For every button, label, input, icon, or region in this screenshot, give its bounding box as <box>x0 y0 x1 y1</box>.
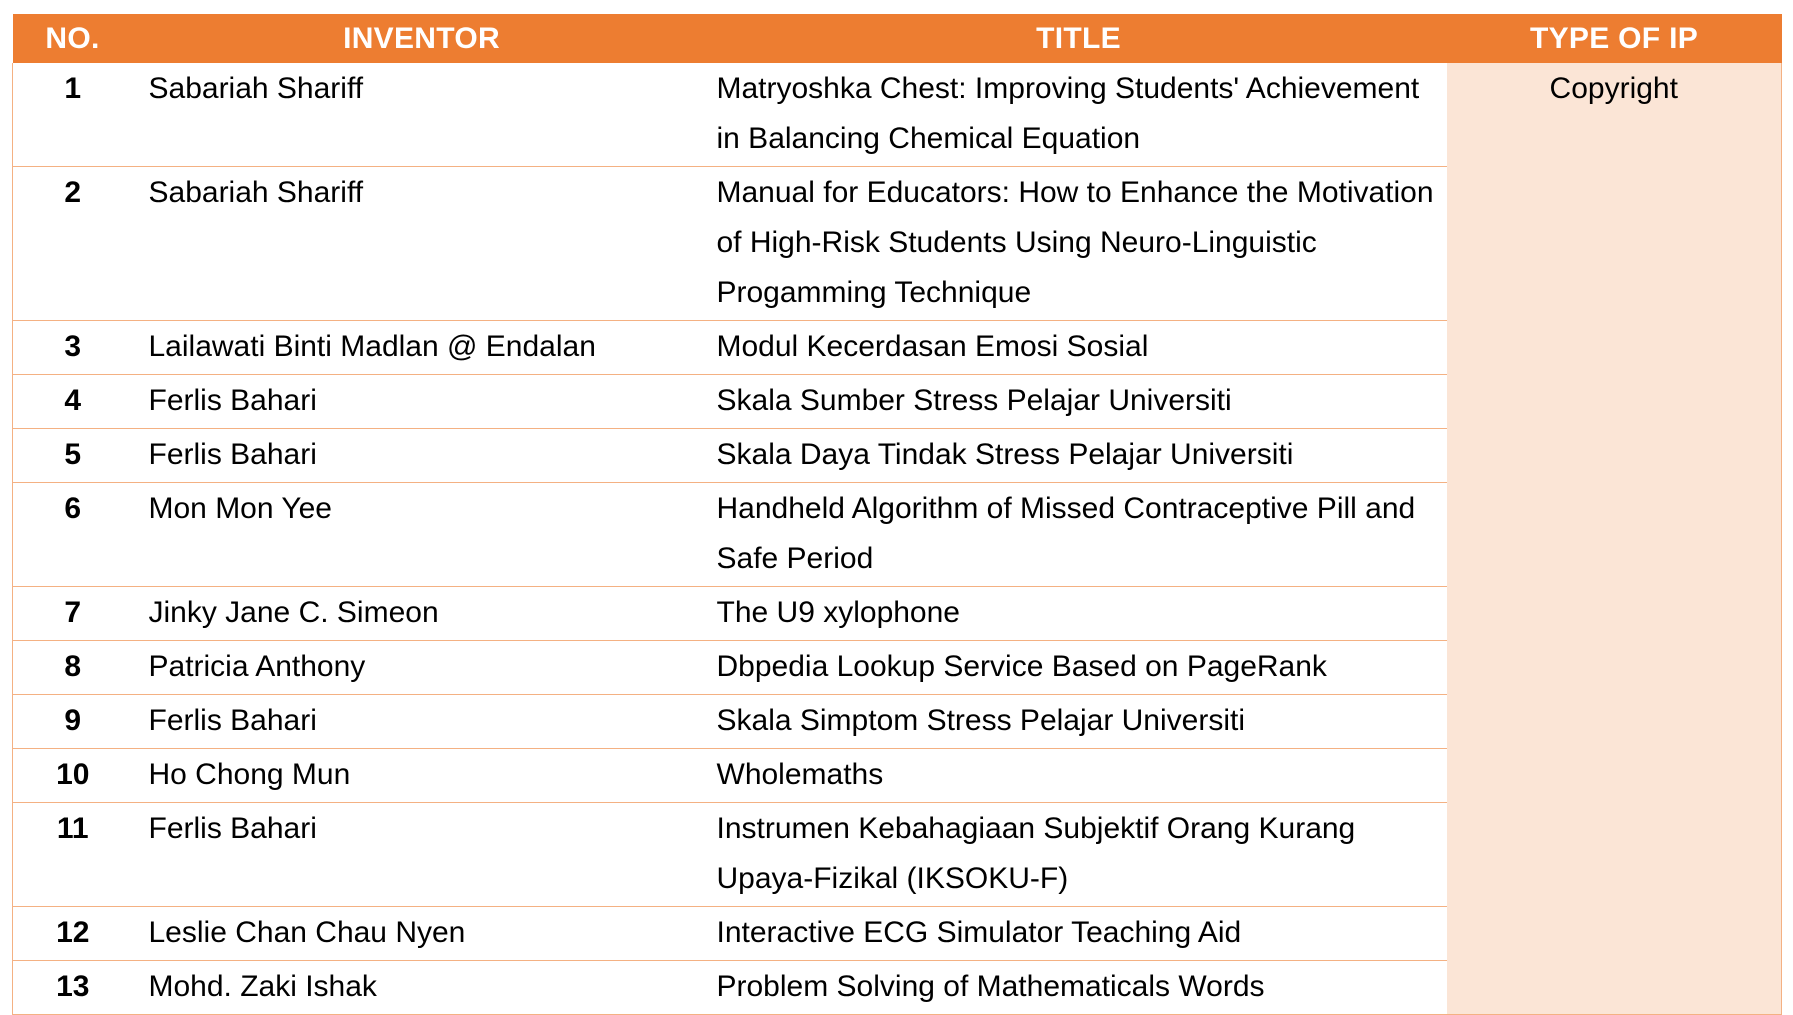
row-number: 3 <box>13 321 133 375</box>
row-title: Skala Simptom Stress Pelajar Universiti <box>711 695 1447 749</box>
row-inventor: Patricia Anthony <box>133 641 711 695</box>
row-number: 7 <box>13 587 133 641</box>
row-number: 10 <box>13 749 133 803</box>
row-inventor: Ferlis Bahari <box>133 803 711 907</box>
row-number: 6 <box>13 483 133 587</box>
table-row <box>13 63 1782 167</box>
row-title: The U9 xylophone <box>711 587 1447 641</box>
type-of-ip-cell: Copyright <box>1447 63 1782 1015</box>
row-inventor: Mohd. Zaki Ishak <box>133 961 711 1015</box>
row-number: 2 <box>13 167 133 321</box>
row-number: 4 <box>13 375 133 429</box>
row-inventor: Ferlis Bahari <box>133 375 711 429</box>
row-title: Dbpedia Lookup Service Based on PageRank <box>711 641 1447 695</box>
header-type-of-ip: TYPE OF IP <box>1447 14 1782 63</box>
row-inventor: Sabariah Shariff <box>133 63 711 167</box>
row-number: 12 <box>13 907 133 961</box>
row-title: Matryoshka Chest: Improving Students' Achievement in Balancing Chemical Equation <box>711 63 1447 167</box>
row-title: Handheld Algorithm of Missed Contraceptive Pill and Safe Period <box>711 483 1447 587</box>
ip-table <box>12 14 1782 1015</box>
row-number: 11 <box>13 803 133 907</box>
row-title: Wholemaths <box>711 749 1447 803</box>
header-title: TITLE <box>711 14 1447 63</box>
row-inventor: Ferlis Bahari <box>133 695 711 749</box>
row-inventor: Leslie Chan Chau Nyen <box>133 907 711 961</box>
row-inventor: Lailawati Binti Madlan @ Endalan <box>133 321 711 375</box>
row-inventor: Ho Chong Mun <box>133 749 711 803</box>
table-body <box>13 63 1782 1015</box>
row-number: 9 <box>13 695 133 749</box>
row-inventor: Ferlis Bahari <box>133 429 711 483</box>
row-inventor: Sabariah Shariff <box>133 167 711 321</box>
row-title: Skala Sumber Stress Pelajar Universiti <box>711 375 1447 429</box>
row-number: 13 <box>13 961 133 1015</box>
row-number: 5 <box>13 429 133 483</box>
row-inventor: Mon Mon Yee <box>133 483 711 587</box>
row-title: Problem Solving of Mathematicals Words <box>711 961 1447 1015</box>
row-title: Manual for Educators: How to Enhance the Motivation of High-Risk Students Using Neuro-Linguistic Progamming Technique <box>711 167 1447 321</box>
row-title: Skala Daya Tindak Stress Pelajar Universiti <box>711 429 1447 483</box>
row-number: 8 <box>13 641 133 695</box>
row-inventor: Jinky Jane C. Simeon <box>133 587 711 641</box>
row-title: Instrumen Kebahagiaan Subjektif Orang Kurang Upaya-Fizikal (IKSOKU-F) <box>711 803 1447 907</box>
row-title: Interactive ECG Simulator Teaching Aid <box>711 907 1447 961</box>
header-inventor: INVENTOR <box>133 14 711 63</box>
row-title: Modul Kecerdasan Emosi Sosial <box>711 321 1447 375</box>
header-row <box>13 14 1782 63</box>
table-header <box>13 14 1782 63</box>
header-no: NO. <box>13 14 133 63</box>
row-number: 1 <box>13 63 133 167</box>
